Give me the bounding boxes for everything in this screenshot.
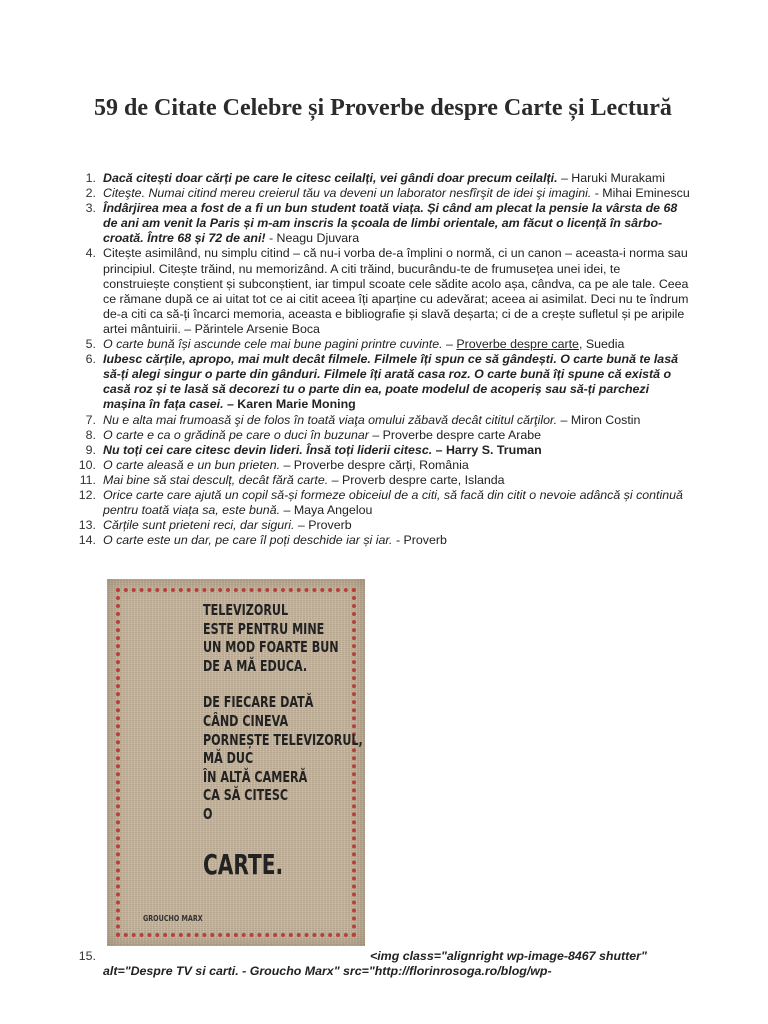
poster-text	[203, 601, 363, 881]
list-item	[0, 352, 690, 412]
list-item	[0, 337, 690, 352]
list-number: 9.	[85, 442, 96, 457]
quote-text: - Proverb	[392, 533, 447, 548]
quote-text: – Proverbe despre carte Arabe	[368, 427, 542, 442]
list-item	[0, 488, 690, 518]
quote-text: Iubesc cărțile, apropo, mai mult decât filmele. Filmele îți spun ce să gândești. O carte bună te lasă să-ți alegi singur o parte din gânduri. Filmele îți arată casa roz. O carte bună îți spune că există o casă roz și te lasă să decorezi tu o parte din ea, poate modelul de acoperiș sau să-ți parchezi mașina în fața casei.	[103, 352, 678, 412]
quote-text: Dacă citești doar cărți pe care le citesc ceilalți, vei gândi doar precum ceilalți.	[103, 171, 558, 185]
raw-html-line-2: alt="Despre TV si carti. - Groucho Marx" src="http://florinrosoga.ro/blog/wp-	[103, 964, 552, 978]
raw-html-line-1: <img class="alignright wp-image-8467 shutter"	[370, 949, 647, 963]
quote-text: Mai bine să stai desculț, decât fără carte.	[103, 472, 329, 487]
groucho-marx-poster-image	[107, 579, 365, 946]
quote-text: – Maya Angelou	[280, 503, 373, 518]
page-title: 59 de Citate Celebre și Proverbe despre Carte și Lectură	[94, 95, 672, 121]
quote-text: –	[442, 337, 457, 352]
quote-text: Citeşte. Numai citind mereu creierul tău va deveni un laborator nesfîrşit de idei şi imagini.	[103, 186, 592, 201]
list-number: 2.	[85, 186, 96, 201]
poster-line: PORNEȘTE TELEVIZORUL,	[203, 730, 363, 749]
list-number: 6.	[85, 352, 96, 367]
quote-text: O carte e ca o grădină pe care o duci în buzunar	[103, 427, 369, 442]
list-number: 15.	[78, 949, 96, 963]
quote-text: - Mihai Eminescu	[591, 186, 690, 201]
quote-text: O carte este un dar, pe care îl poți deschide iar și iar.	[103, 533, 393, 548]
poster-line: CARTE.	[203, 847, 284, 881]
list-item	[0, 246, 690, 337]
poster-line: ÎN ALTĂ CAMERĂ	[203, 767, 308, 786]
list-item	[0, 186, 690, 201]
quote-text: – Miron Costin	[557, 412, 641, 427]
list-number: 10.	[78, 457, 96, 472]
list-number: 4.	[85, 246, 96, 261]
list-number: 1.	[85, 171, 96, 185]
poster-line: CÂND CINEVA	[203, 711, 289, 730]
quote-text: O carte bună își ascunde cele mai bune pagini printre cuvinte.	[103, 337, 443, 352]
quote-text: – Proverb despre carte, Islanda	[328, 472, 505, 487]
quote-list	[0, 171, 690, 548]
list-number: 7.	[85, 412, 96, 427]
poster-line: CA SĂ CITESC	[203, 786, 289, 805]
quote-text: Citește asimilând, nu simplu citind – că nu-i vorba de-a împlini o normă, ci un canon – aceasta-i norma sau principiul. Citește trăind, nu memorizând. A citi trăind, bucurându-te de frumusețea unei idei, te construiește conștient și subconștient, iar timpul scoate cele sădite acolo așa, cândva, ca pe ale tale. Ceea ce rămane după ce ai uitat tot ce ai citit aceea îți aparține cu adevărat; aceea ai asimilat. Deci nu te îndrum de-a citi ca să-ți încarci memoria, aceasta e bibliografie și slavă deșarta; ci de a crește sufletul și pe aripile artei mântuirii. – Părintele Arsenie Boca	[103, 246, 689, 336]
list-number: 3.	[85, 201, 96, 216]
list-number: 14.	[78, 533, 96, 548]
poster-line: DE FIECARE DATĂ	[203, 693, 314, 712]
poster-line: MĂ DUC	[203, 749, 254, 768]
list-number: 5.	[85, 337, 96, 352]
poster-line: ESTE PENTRU MINE	[203, 619, 325, 638]
quote-text: Orice carte care ajută un copil să-și formeze obiceiul de a citi, să facă din citit o nevoie adâncă și continuă pentru toată viața sa, este bună.	[103, 487, 683, 518]
list-item	[0, 201, 690, 246]
list-number: 12.	[78, 487, 96, 502]
quote-text: – Harry S. Truman	[432, 442, 542, 457]
poster-author: GROUCHO MARX	[143, 914, 203, 923]
list-number: 11.	[79, 472, 96, 487]
list-item	[0, 171, 690, 186]
poster-gap	[203, 675, 311, 693]
list-item	[0, 458, 690, 473]
quote-text: Îndârjirea mea a fost de a fi un bun student toată viața. Și când am plecat la pensie la vârsta de 68 de ani am venit la Paris și m-am inscris la școala de limbi orientale, am făcut o licență în sârbo-croată. Între 68 și 72 de ani!	[103, 201, 678, 246]
list-item	[0, 443, 690, 458]
poster-line: O	[203, 804, 213, 823]
poster-line: UN MOD FOARTE BUN	[203, 638, 339, 657]
quote-text: Nu e alta mai frumoasă şi de folos în toată viaţa omului zăbavă decât cititul cărţilor.	[103, 412, 558, 427]
quote-text: , Suedia	[578, 337, 625, 352]
list-item	[0, 473, 690, 488]
list-item	[0, 428, 690, 443]
quote-text: Nu toți cei care citesc devin lideri. Însă toți liderii citesc.	[103, 442, 433, 457]
list-number: 8.	[85, 427, 96, 442]
list-item	[0, 518, 690, 533]
list-item	[0, 413, 690, 428]
quote-text: - Neagu Djuvara	[265, 231, 360, 246]
quote-text: – Haruki Murakami	[557, 171, 665, 185]
proverbe-link[interactable]: Proverbe despre carte	[456, 337, 579, 352]
quote-text: Cărțile sunt prieteni reci, dar siguri.	[103, 518, 295, 533]
poster-line: DE A MĂ EDUCA.	[203, 656, 308, 675]
poster-line: TELEVIZORUL	[203, 601, 289, 619]
quote-text: O carte aleasă e un bun prieten.	[103, 457, 281, 472]
quote-text: – Karen Marie Moning	[223, 397, 356, 412]
quote-text: – Proverb	[294, 518, 352, 533]
list-item	[0, 533, 690, 548]
list-number: 13.	[78, 518, 96, 533]
quote-text: – Proverbe despre cărți, România	[280, 457, 469, 472]
